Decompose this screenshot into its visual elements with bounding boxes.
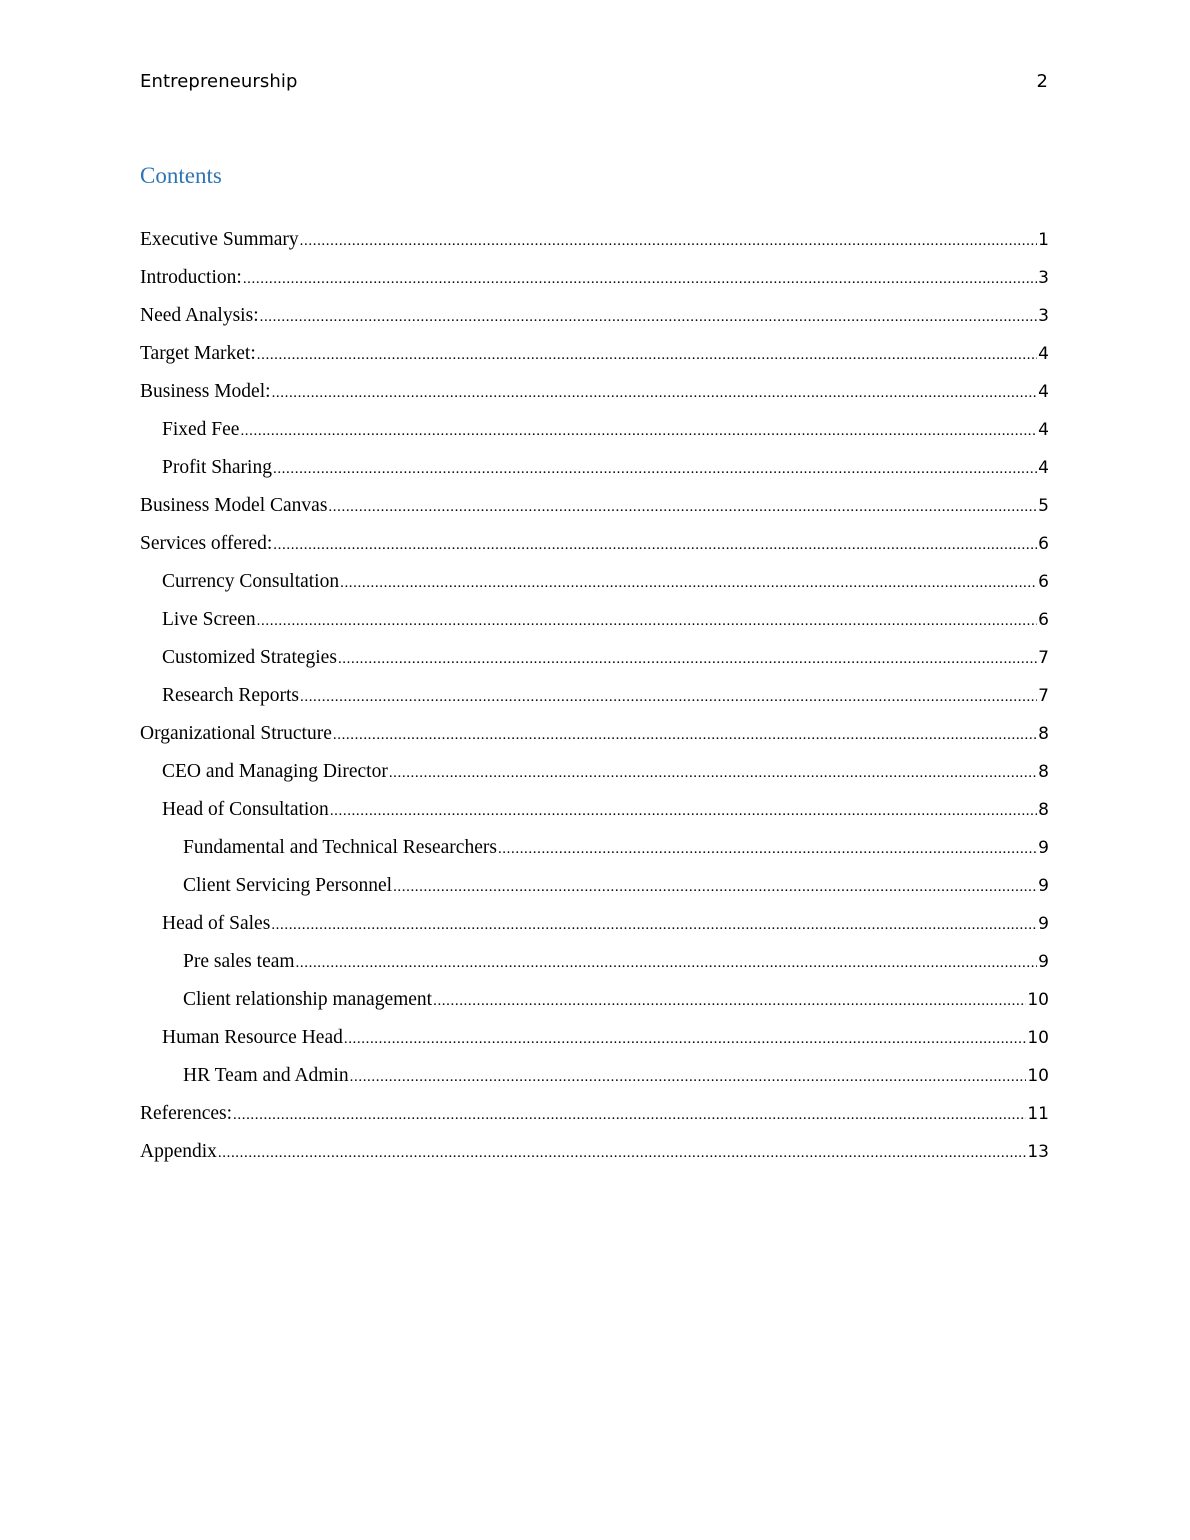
toc-dot-leader bbox=[218, 1139, 1026, 1167]
toc-entry-page: 9 bbox=[1038, 952, 1049, 972]
toc-entry-page: 6 bbox=[1038, 534, 1049, 554]
toc-entry-title: Appendix bbox=[140, 1141, 217, 1162]
page-header bbox=[140, 71, 1050, 97]
toc-dot-leader bbox=[243, 265, 1037, 293]
toc-dot-leader bbox=[389, 759, 1037, 787]
toc-entry-page: 13 bbox=[1027, 1142, 1049, 1162]
toc-entry-title: Research Reports bbox=[162, 685, 299, 706]
toc-entry-page: 8 bbox=[1038, 800, 1049, 820]
toc-entry-page: 10 bbox=[1027, 1066, 1049, 1086]
toc-dot-leader bbox=[498, 835, 1037, 863]
toc-entry[interactable] bbox=[140, 530, 1049, 568]
toc-entry-title: HR Team and Admin bbox=[183, 1065, 349, 1086]
toc-dot-leader bbox=[296, 949, 1038, 977]
toc-entry[interactable] bbox=[140, 1024, 1049, 1062]
toc-entry-page: 4 bbox=[1038, 420, 1049, 440]
toc-entry[interactable] bbox=[140, 758, 1049, 796]
toc-entry-title: Live Screen bbox=[162, 609, 256, 630]
toc-entry-title: Head of Consultation bbox=[162, 799, 329, 820]
toc-entry[interactable] bbox=[140, 948, 1049, 986]
toc-entry-page: 6 bbox=[1038, 572, 1049, 592]
toc-entry[interactable] bbox=[140, 606, 1049, 644]
header-page-number: 2 bbox=[1036, 71, 1048, 92]
table-of-contents bbox=[140, 226, 1049, 1176]
toc-dot-leader bbox=[257, 607, 1038, 635]
toc-entry-title: Introduction: bbox=[140, 267, 242, 288]
toc-entry-title: Customized Strategies bbox=[162, 647, 337, 668]
toc-entry-page: 4 bbox=[1038, 344, 1049, 364]
toc-entry-title: CEO and Managing Director bbox=[162, 761, 388, 782]
toc-entry-title: References: bbox=[140, 1103, 233, 1124]
toc-entry[interactable] bbox=[140, 454, 1049, 492]
toc-dot-leader bbox=[233, 1101, 1026, 1129]
header-title: Entrepreneurship bbox=[140, 71, 298, 92]
toc-entry-title: Head of Sales bbox=[162, 913, 271, 934]
toc-dot-leader bbox=[300, 683, 1037, 711]
toc-dot-leader bbox=[344, 1025, 1027, 1053]
toc-entry-page: 5 bbox=[1038, 496, 1049, 516]
toc-dot-leader bbox=[260, 303, 1038, 331]
toc-dot-leader bbox=[257, 341, 1037, 369]
toc-entry[interactable] bbox=[140, 872, 1049, 910]
toc-entry-title: Business Model Canvas bbox=[140, 495, 328, 516]
toc-dot-leader bbox=[333, 721, 1037, 749]
toc-entry-page: 10 bbox=[1027, 1028, 1049, 1048]
toc-entry-page: 10 bbox=[1027, 990, 1049, 1010]
toc-entry[interactable] bbox=[140, 492, 1049, 530]
toc-entry-page: 9 bbox=[1038, 914, 1049, 934]
toc-entry[interactable] bbox=[140, 340, 1049, 378]
toc-entry-page: 9 bbox=[1038, 876, 1049, 896]
toc-entry[interactable] bbox=[140, 264, 1049, 302]
toc-entry-title: Client relationship management bbox=[183, 989, 433, 1010]
toc-entry[interactable] bbox=[140, 986, 1049, 1024]
toc-dot-leader bbox=[272, 379, 1038, 407]
toc-dot-leader bbox=[433, 987, 1026, 1015]
toc-entry[interactable] bbox=[140, 834, 1049, 872]
toc-dot-leader bbox=[271, 911, 1037, 939]
toc-entry-title: Executive Summary bbox=[140, 229, 299, 250]
toc-entry-title: Need Analysis: bbox=[140, 305, 259, 326]
toc-entry-title: Currency Consultation bbox=[162, 571, 340, 592]
toc-entry-title: Pre sales team bbox=[183, 951, 295, 972]
toc-entry[interactable] bbox=[140, 302, 1049, 340]
toc-entry-title: Fixed Fee bbox=[162, 419, 240, 440]
toc-entry[interactable] bbox=[140, 378, 1049, 416]
toc-entry-page: 6 bbox=[1038, 610, 1049, 630]
toc-entry-page: 4 bbox=[1038, 458, 1049, 478]
toc-entry-title: Human Resource Head bbox=[162, 1027, 343, 1048]
toc-entry-title: Organizational Structure bbox=[140, 723, 332, 744]
toc-entry-title: Services offered: bbox=[140, 533, 273, 554]
toc-dot-leader bbox=[330, 797, 1037, 825]
toc-entry[interactable] bbox=[140, 1100, 1049, 1138]
toc-dot-leader bbox=[273, 531, 1037, 559]
toc-dot-leader bbox=[393, 873, 1037, 901]
toc-entry[interactable] bbox=[140, 682, 1049, 720]
toc-entry-page: 3 bbox=[1038, 306, 1049, 326]
toc-entry-page: 7 bbox=[1038, 686, 1049, 706]
toc-entry-page: 4 bbox=[1038, 382, 1049, 402]
contents-heading: Contents bbox=[140, 163, 222, 188]
toc-entry-page: 3 bbox=[1038, 268, 1049, 288]
toc-entry-title: Target Market: bbox=[140, 343, 256, 364]
toc-entry-title: Profit Sharing bbox=[162, 457, 272, 478]
toc-dot-leader bbox=[338, 645, 1037, 673]
toc-dot-leader bbox=[273, 455, 1037, 483]
toc-entry[interactable] bbox=[140, 910, 1049, 948]
toc-entry-page: 9 bbox=[1038, 838, 1049, 858]
toc-entry[interactable] bbox=[140, 1062, 1049, 1100]
toc-entry-page: 8 bbox=[1038, 724, 1049, 744]
toc-dot-leader bbox=[240, 417, 1037, 445]
toc-entry-page: 11 bbox=[1027, 1104, 1049, 1124]
toc-entry[interactable] bbox=[140, 1138, 1049, 1176]
toc-entry-title: Business Model: bbox=[140, 381, 271, 402]
toc-entry-title: Fundamental and Technical Researchers bbox=[183, 837, 497, 858]
toc-entry-title: Client Servicing Personnel bbox=[183, 875, 393, 896]
toc-entry-page: 7 bbox=[1038, 648, 1049, 668]
toc-entry[interactable] bbox=[140, 796, 1049, 834]
toc-entry-page: 1 bbox=[1038, 230, 1049, 250]
toc-entry[interactable] bbox=[140, 644, 1049, 682]
toc-entry[interactable] bbox=[140, 568, 1049, 606]
toc-dot-leader bbox=[300, 227, 1038, 255]
toc-dot-leader bbox=[350, 1063, 1027, 1091]
toc-dot-leader bbox=[340, 569, 1037, 597]
toc-entry-page: 8 bbox=[1038, 762, 1049, 782]
toc-dot-leader bbox=[328, 493, 1037, 521]
toc-entry[interactable] bbox=[140, 416, 1049, 454]
toc-entry[interactable] bbox=[140, 720, 1049, 758]
toc-entry[interactable] bbox=[140, 226, 1049, 264]
